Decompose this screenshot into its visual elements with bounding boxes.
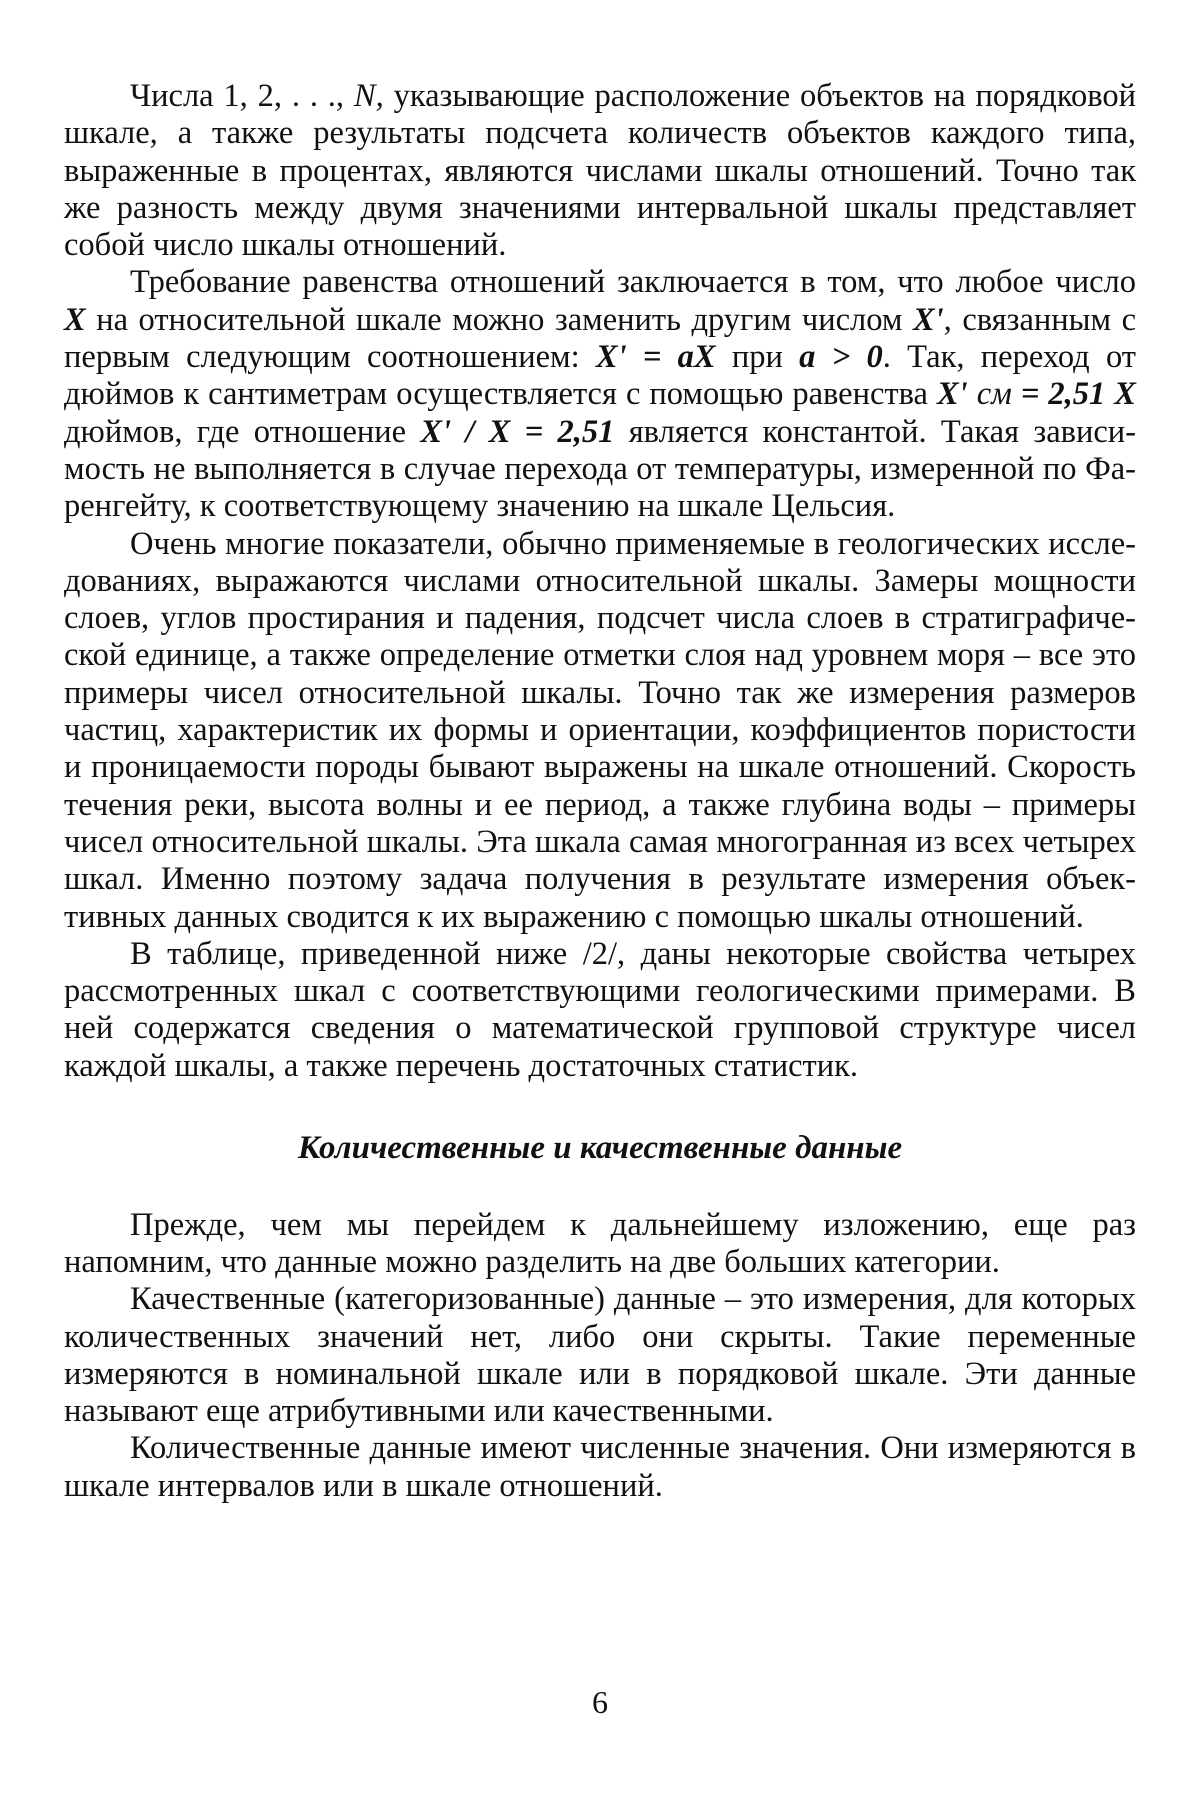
math-unit-cm: см	[968, 376, 1021, 412]
math-ratio-constant: X' / X = 2,51	[420, 414, 614, 450]
math-equation-scaling: X' = aX	[596, 339, 716, 375]
math-n: N,	[354, 78, 384, 114]
paragraph-ratio-scale-numbers: Числа 1, 2, . . ., N, указывающие расположение объектов на поряд­ковой шкале, а также результаты подсчета количеств объектов каждого ти­па, выраженные в процентах, являются числами шкалы отношений. Точно так же разность между двумя значениями интервальной шкалы представляет собой число шкалы отношений.	[64, 78, 1136, 264]
page-body	[64, 78, 1136, 1505]
page-number: 6	[0, 1684, 1200, 1721]
math-x-prime: X'	[913, 302, 944, 338]
math-equation-inch-cm-a: X'	[937, 376, 968, 412]
paragraph-ratio-requirement: Требование равенства отношений заключается в том, что любое число X на относительной шкале можно заменить другим числом X', связанным с первым следующим соотношением: X' = aX при a > 0. Так, переход от дюймов к сантиметрам осуществляется с помощью равенства X' см = 2,51 X дюймов, где отношение X' / X = 2,51 является константой. Такая зависи­мость не выполняется в случае перехода от температуры, измеренной по Фа­ренгейту, к соответствующему значению на шкале Цельсия.	[64, 264, 1136, 525]
paragraph-data-categories: Прежде, чем мы перейдем к дальнейшему изложению, еще раз напомним, что данные можно разделить на две больших категории.	[64, 1207, 1136, 1282]
paragraph-geology-examples: Очень многие показатели, обычно применяемые в геологических иссле­дованиях, выражаются числами относительной шкалы. Замеры мощности слоев, углов простирания и падения, подсчет числа слоев в стратиграфиче­ской единице, а также определение отметки слоя над уровнем моря – все это примеры чисел относительной шкалы. Точно так же измерения размеров час­тиц, характеристик их формы и ориентации, коэффициентов пористости и проницаемости породы бывают выражены на шкале отношений. Скорость течения реки, высота волны и ее период, а также глубина воды – примеры чи­сел относительной шкалы. Эта шкала самая многогранная из всех четы­рех шкал. Именно поэтому задача получения в результате измерения объек­тивных данных сводится к их выражению с помощью шкалы отношений.	[64, 526, 1136, 936]
math-condition: a > 0	[799, 339, 883, 375]
math-x: X	[64, 302, 86, 338]
paragraph-table-reference: В таблице, приведенной ниже /2/, даны некоторые свойства четырех рассмотренных шкал с соответствующими геологическими примерами. В ней содержатся сведения о математической групповой структуре чисел каждой шкалы, а также перечень достаточных статистик.	[64, 936, 1136, 1085]
paragraph-qualitative-data: Качественные (категоризованные) данные – это измерения, для которых количественных значений нет, либо они скрыты. Такие переменные измеряют­ся в номинальной шкале или в порядковой шкале. Эти данные называют еще атрибутивными или качественными.	[64, 1281, 1136, 1430]
section-heading: Количественные и качественные данные	[64, 1129, 1136, 1169]
math-equation-inch-cm-b: = 2,51 X	[1021, 376, 1136, 412]
paragraph-quantitative-data: Количественные данные имеют численные значения. Они измеряются в шкале интервалов или в шкале отношений.	[64, 1430, 1136, 1505]
